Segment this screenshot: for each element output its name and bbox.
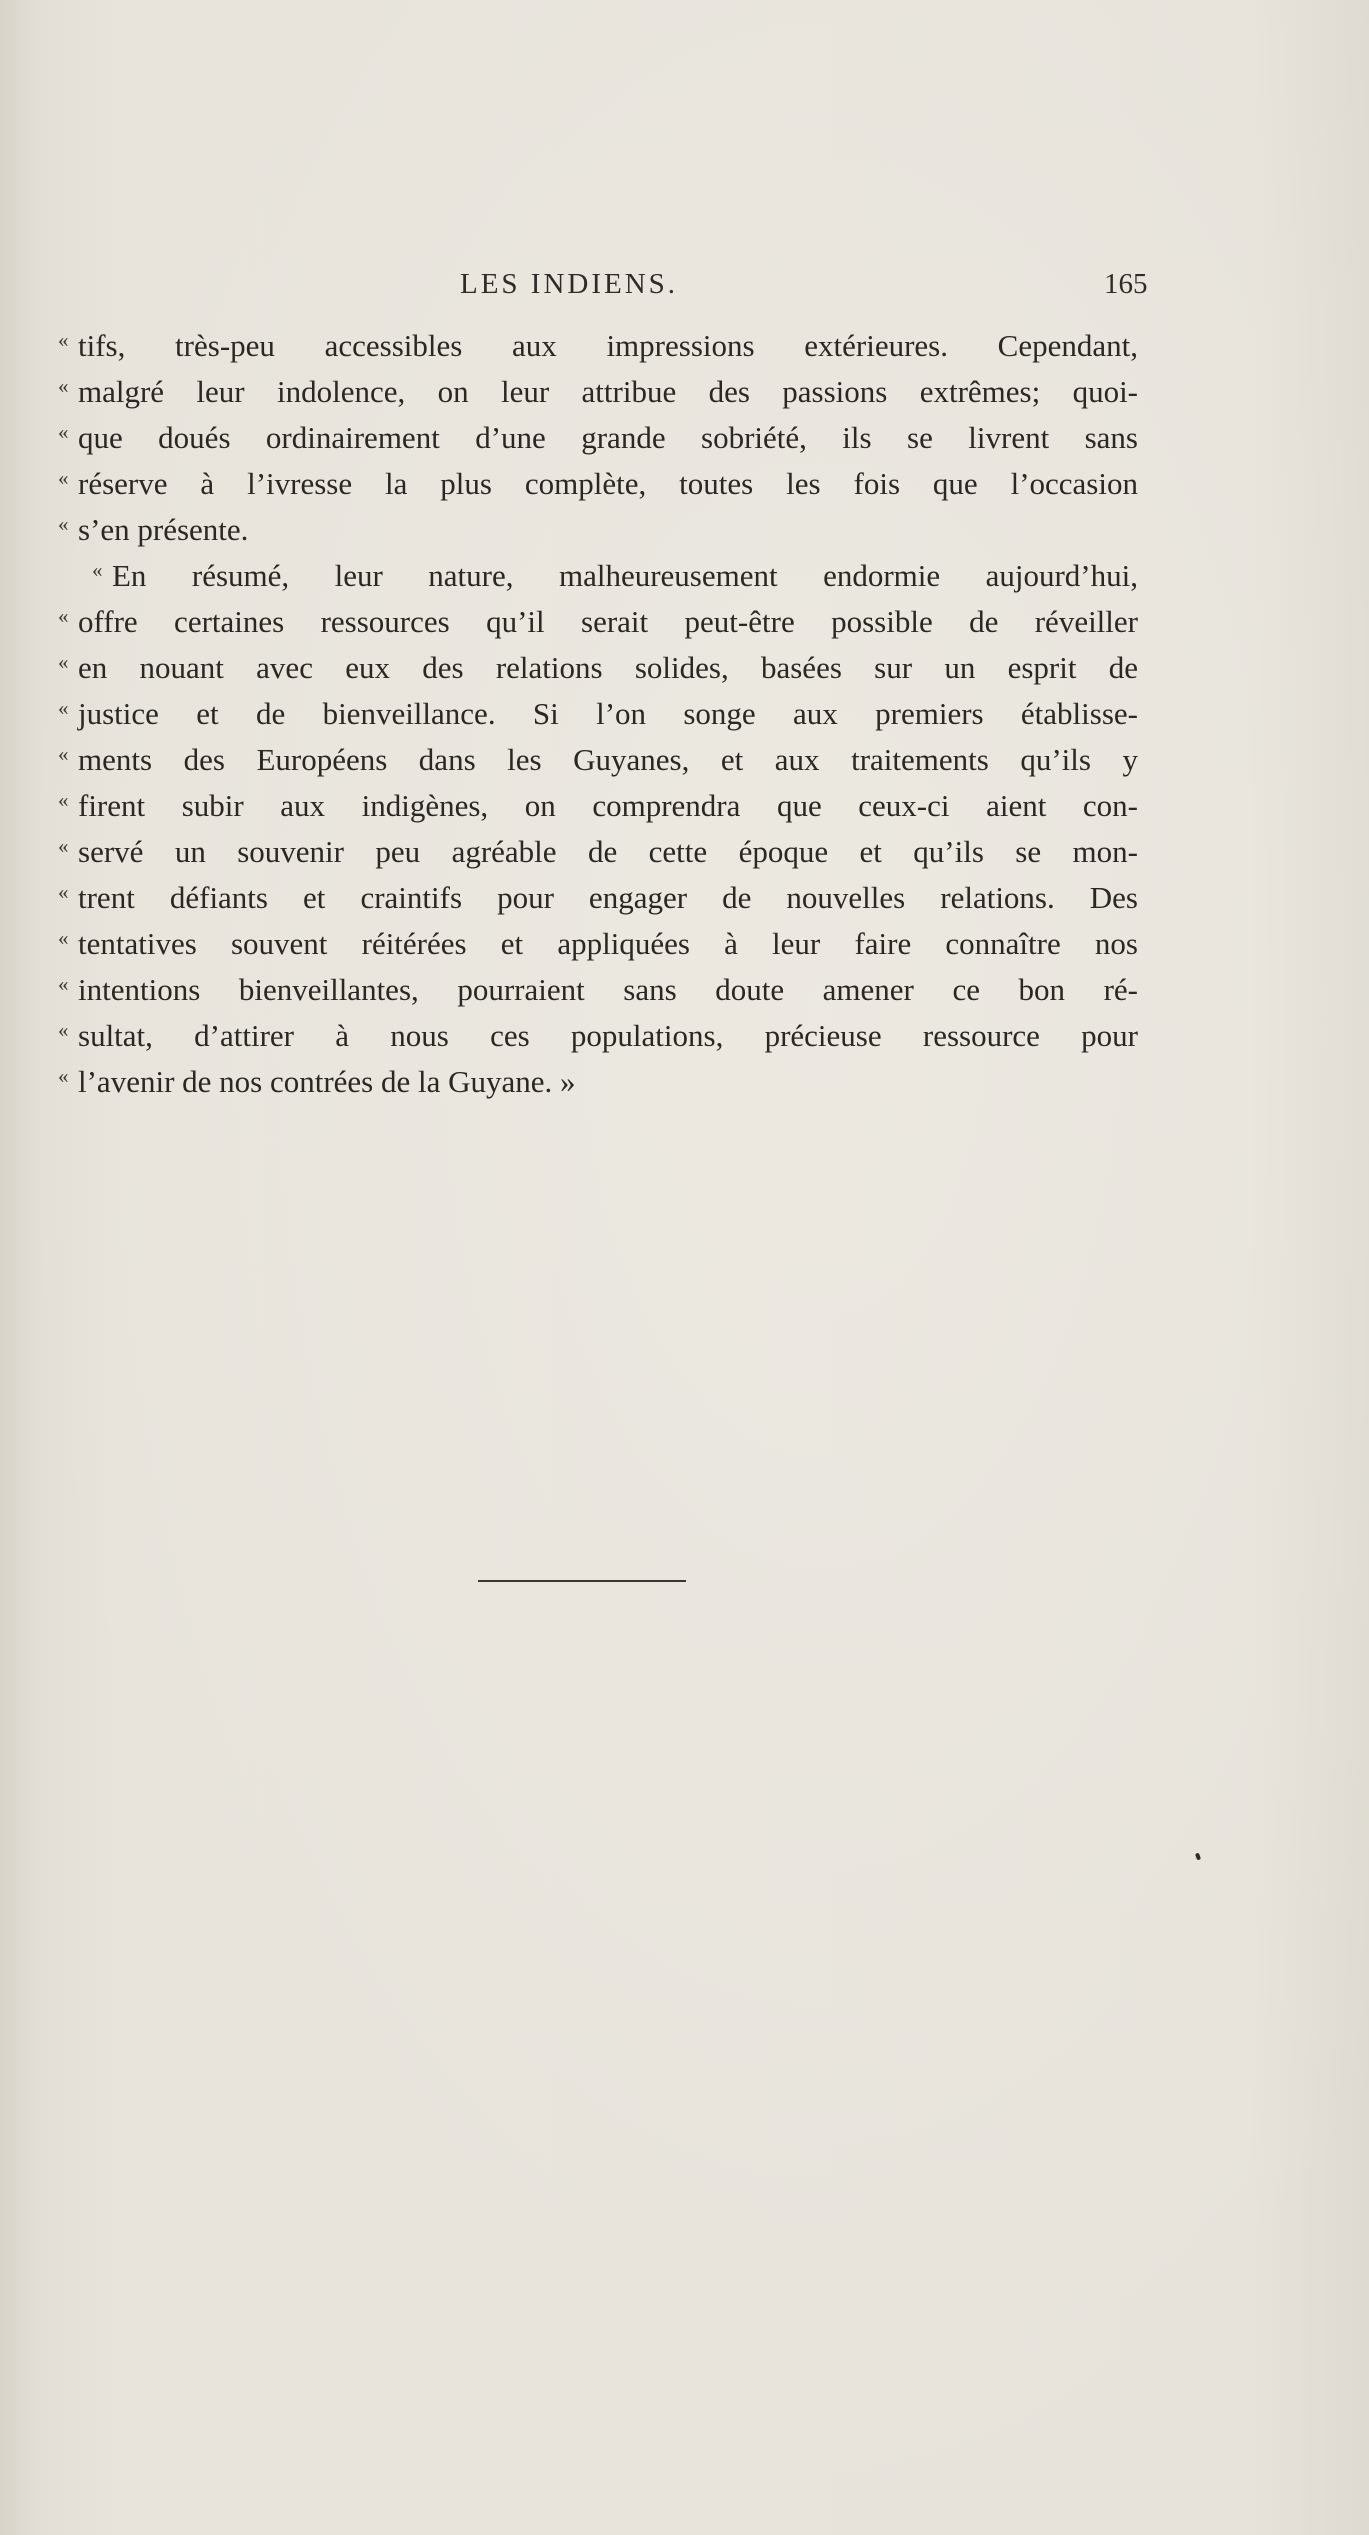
text-line	[58, 415, 1138, 461]
quote-mark: «	[58, 926, 69, 950]
running-title: LES INDIENS.	[460, 268, 679, 300]
text-line	[58, 967, 1138, 1013]
paragraph-first-line	[58, 553, 1138, 599]
line-text: ments des Européens dans les Guyanes, et aux traitements qu’ils y	[78, 742, 1138, 777]
line-text: que doués ordinairement d’une grande sobriété, ils se livrent sans	[78, 420, 1138, 455]
line-text: intentions bienveillantes, pourraient sans doute amener ce bon ré-	[78, 972, 1138, 1007]
text-line	[58, 461, 1138, 507]
text-line	[58, 783, 1138, 829]
line-text: En résumé, leur nature, malheureusement endormie aujourd’hui,	[112, 558, 1138, 593]
quote-mark: «	[92, 558, 103, 582]
line-text: trent défiants et craintifs pour engager de nouvelles relations. Des	[78, 880, 1138, 915]
line-text: justice et de bienveillance. Si l’on songe aux premiers établisse-	[78, 696, 1138, 731]
quote-mark: «	[58, 1064, 69, 1088]
text-line	[58, 737, 1138, 783]
quote-mark: «	[58, 834, 69, 858]
quote-mark: «	[58, 604, 69, 628]
end-of-chapter-rule	[478, 1580, 686, 1582]
line-text: firent subir aux indigènes, on comprendra que ceux-ci aient con-	[78, 788, 1138, 823]
quote-mark: «	[58, 420, 69, 444]
text-line	[58, 1059, 1138, 1105]
line-text: tentatives souvent réitérées et appliquées à leur faire connaître nos	[78, 926, 1138, 961]
line-text: réserve à l’ivresse la plus complète, toutes les fois que l’occasion	[78, 466, 1138, 501]
quote-mark: «	[58, 696, 69, 720]
line-text: s’en présente.	[78, 512, 249, 547]
text-line	[58, 691, 1138, 737]
text-line	[58, 599, 1138, 645]
line-text: servé un souvenir peu agréable de cette époque et qu’ils se mon-	[78, 834, 1138, 869]
quote-mark: «	[58, 880, 69, 904]
quote-mark: «	[58, 328, 69, 352]
quote-mark: «	[58, 1018, 69, 1042]
quote-mark: «	[58, 374, 69, 398]
quote-mark: «	[58, 742, 69, 766]
page-header	[0, 268, 1369, 308]
text-line	[58, 645, 1138, 691]
quote-mark: «	[58, 972, 69, 996]
line-text: malgré leur indolence, on leur attribue des passions extrêmes; quoi-	[78, 374, 1138, 409]
quote-mark: «	[58, 466, 69, 490]
line-text: en nouant avec eux des relations solides, basées sur un esprit de	[78, 650, 1138, 685]
text-line	[58, 1013, 1138, 1059]
quote-mark: «	[58, 650, 69, 674]
body-text	[58, 323, 1138, 1105]
quote-mark: «	[58, 512, 69, 536]
line-text: l’avenir de nos contrées de la Guyane. »	[78, 1064, 576, 1099]
page-number: 165	[1104, 268, 1148, 300]
text-line	[58, 369, 1138, 415]
text-line	[58, 323, 1138, 369]
text-line	[58, 829, 1138, 875]
text-line	[58, 507, 1138, 553]
line-text: sultat, d’attirer à nous ces populations, précieuse ressource pour	[78, 1018, 1138, 1053]
line-text: tifs, très-peu accessibles aux impressions extérieures. Cependant,	[78, 328, 1138, 363]
text-line	[58, 875, 1138, 921]
text-line	[58, 921, 1138, 967]
quote-mark: «	[58, 788, 69, 812]
ink-speck	[1195, 1853, 1201, 1861]
line-text: offre certaines ressources qu’il serait peut-être possible de réveiller	[78, 604, 1138, 639]
